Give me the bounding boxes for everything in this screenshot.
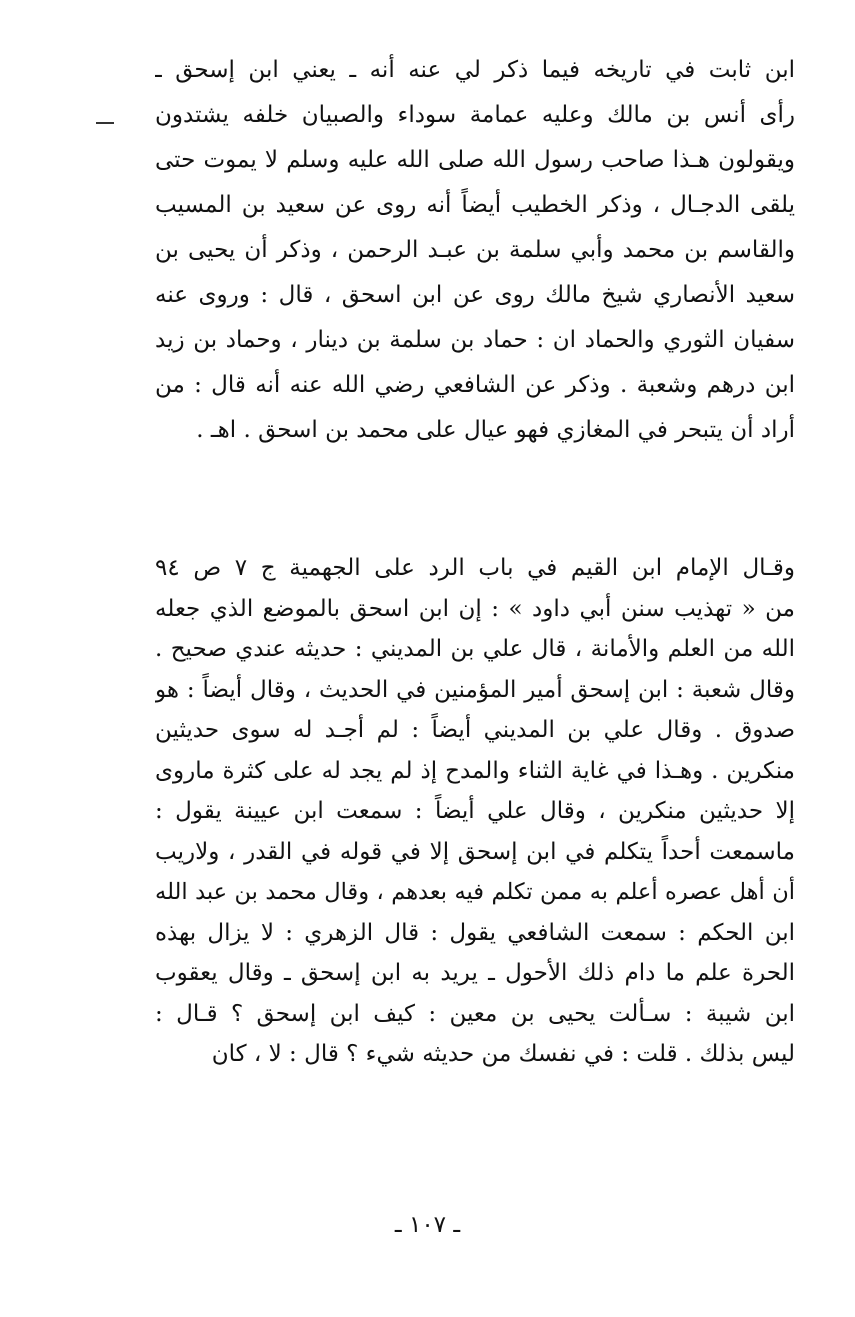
text-line: صدوق . وقال علي بن المديني أيضاً : لم أجـد له سوى حديثين	[155, 717, 795, 743]
paragraph-2	[155, 548, 795, 1075]
text-line: وقـال الإمام ابن القيم في باب الرد على الجهمية ج ٧ ص ٩٤	[155, 555, 795, 581]
text-line: ويقولون هـذا صاحب رسول الله صلى الله عليه وسلم لا يموت حتى	[155, 147, 795, 173]
text-line: ليس بذلك . قلت : في نفسك من حديثه شيء ؟ قال : لا ، كان	[211, 1041, 795, 1067]
text-line: إلا حديثين منكرين ، وقال علي أيضاً : سمعت ابن عيينة يقول :	[155, 798, 795, 824]
paragraph-1	[155, 48, 795, 453]
text-line: وقال شعبة : ابن إسحق أمير المؤمنين في الحديث ، وقال أيضاً : هو	[155, 676, 795, 703]
text-line: ابن ثابت في تاريخه فيما ذكر لي عنه أنه ـ يعني ابن إسحق ـ	[155, 57, 795, 83]
text-line: الحرة علم ما دام ذلك الأحول ـ يريد به ابن إسحق ـ وقال يعقوب	[155, 960, 795, 986]
text-line: سعيد الأنصاري شيخ مالك روى عن ابن اسحق ، قال : وروى عنه	[155, 282, 795, 308]
text-line: والقاسم بن محمد وأبي سلمة بن عبـد الرحمن ، وذكر أن يحيى بن	[155, 237, 795, 263]
page-number: ـ ١٠٧ ـ	[394, 1212, 461, 1238]
text-line: سفيان الثوري والحماد ان : حماد بن سلمة بن دينار ، وحماد بن زيد	[155, 327, 795, 353]
text-line: ابن شيبة : سـألت يحيى بن معين : كيف ابن إسحق ؟ قـال :	[155, 1000, 795, 1027]
margin-mark	[96, 122, 114, 124]
text-line: ابن الحكم : سمعت الشافعي يقول : قال الزهري : لا يزال بهذه	[155, 919, 795, 946]
text-line: من « تهذيب سنن أبي داود » : إن ابن اسحق بالموضع الذي جعله	[155, 595, 795, 622]
text-line: الله من العلم والأمانة ، قال علي بن المديني : حديثه عندي صحيح .	[155, 636, 795, 662]
text-line: أن أهل عصره أعلم به ممن تكلم فيه بعدهم ، وقال محمد بن عبد الله	[155, 879, 795, 905]
text-line: منكرين . وهـذا في غاية الثناء والمدح إذ لم يجد له على كثرة ماروى	[155, 757, 795, 784]
text-line: أراد أن يتبحر في المغازي فهو عيال على محمد بن اسحق . اهـ .	[196, 417, 795, 443]
text-line: رأى أنس بن مالك وعليه عمامة سوداء والصبيان خلفه يشتدون	[155, 102, 795, 128]
text-line: ماسمعت أحداً يتكلم في ابن إسحق إلا في قوله في القدر ، ولاريب	[155, 838, 795, 865]
text-line: يلقى الدجـال ، وذكر الخطيب أيضاً أنه روى عن سعيد بن المسيب	[155, 192, 795, 218]
text-line: ابن درهم وشعبة . وذكر عن الشافعي رضي الله عنه أنه قال : من	[155, 372, 795, 398]
